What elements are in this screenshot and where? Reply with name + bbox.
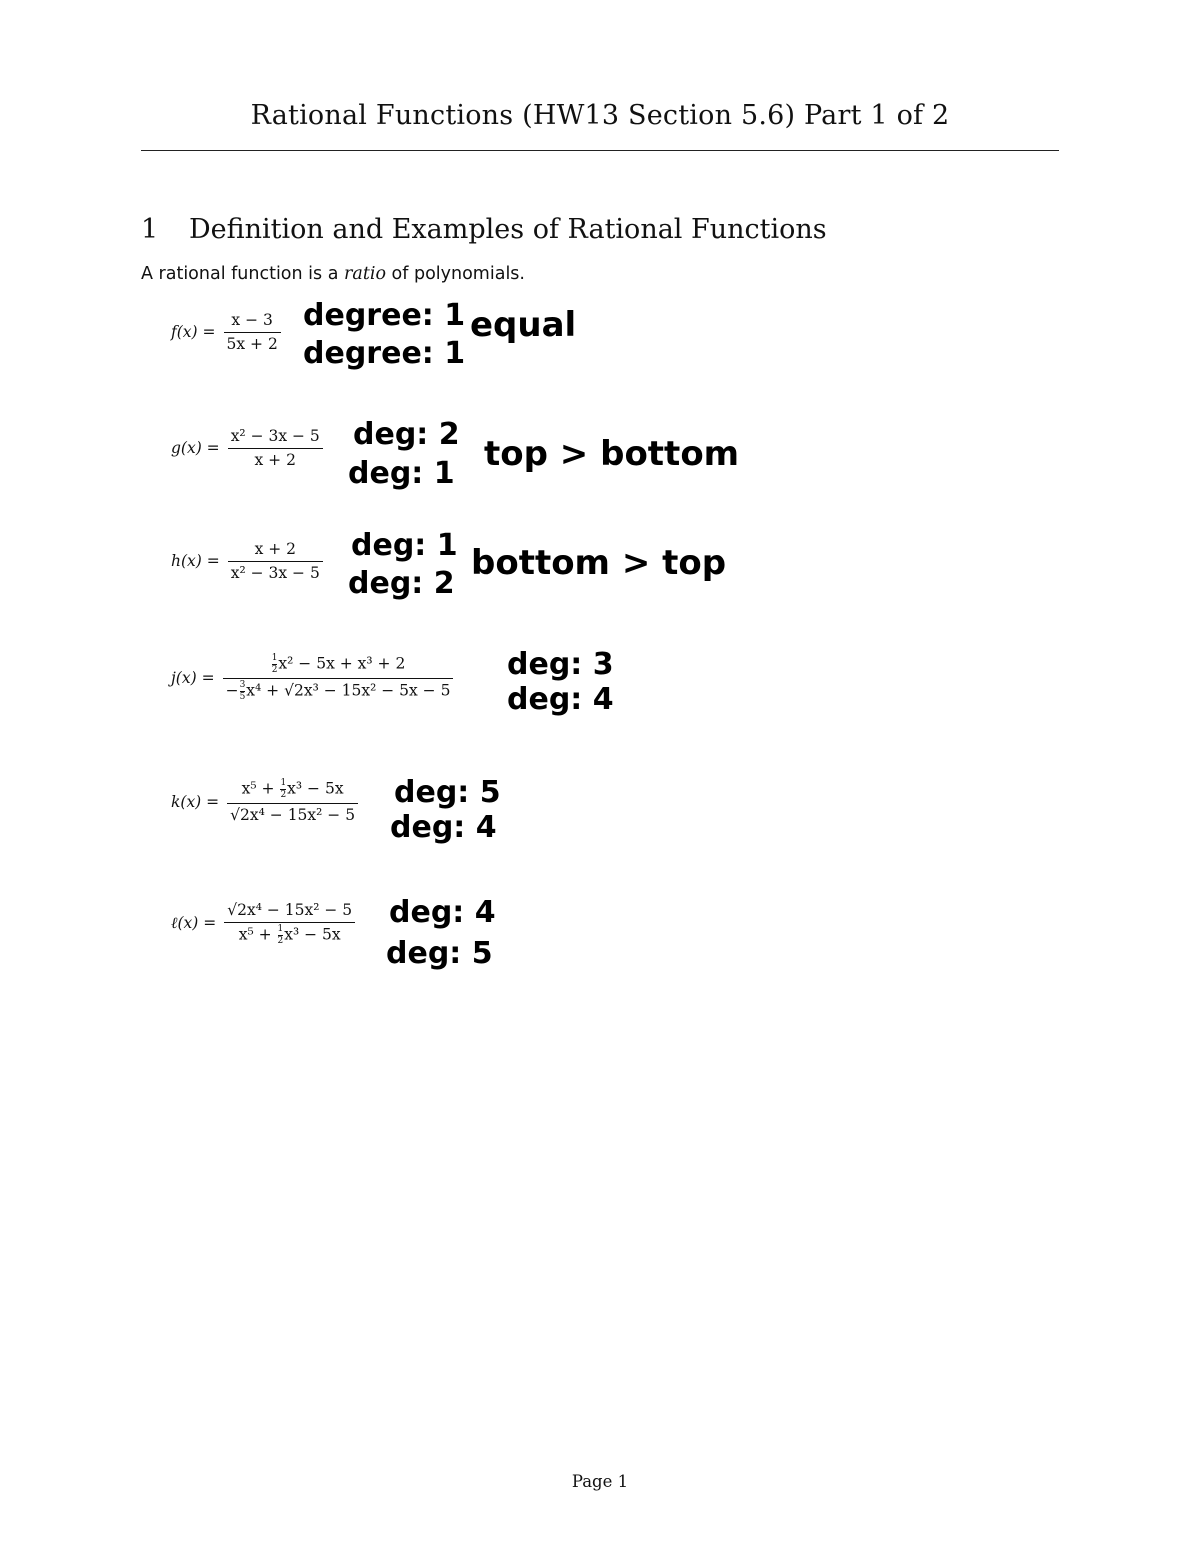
annotation-j-denominator-degree: deg: 4: [507, 682, 614, 717]
equation-j-denominator: − $\frac{3}{5}$ x⁴ + √2x³ − 15x² − 5x − 5: [225, 680, 451, 702]
section-title: Definition and Examples of Rational Functions: [189, 214, 827, 245]
annotation-l-denominator-degree: deg: 5: [386, 936, 493, 971]
equation-h-fraction: [228, 540, 323, 582]
equation-f-numerator: x − 3: [231, 311, 273, 329]
equation-g-numerator: x² − 3x − 5: [230, 427, 320, 445]
annotation-k-numerator-degree: deg: 5: [394, 775, 501, 810]
equation-j-den-coefficient: $\frac{3}{5}$: [239, 680, 246, 702]
annotation-g-numerator-degree: deg: 2: [353, 417, 460, 452]
equation-k: [171, 779, 358, 824]
equation-k-numerator: x⁵ + $\frac{1}{2}$ x³ − 5x: [241, 778, 344, 800]
equation-l-fraction: [224, 901, 355, 946]
equation-g-lhs: g(x) =: [171, 439, 220, 457]
annotation-l-numerator-degree: deg: 4: [389, 895, 496, 930]
page-number: Page 1: [571, 1472, 629, 1491]
equation-f: [171, 311, 281, 353]
page-title: Rational Functions (HW13 Section 5.6) Part 1 of 2: [250, 100, 950, 131]
equation-g-denominator: x + 2: [254, 451, 296, 469]
equation-j: [171, 654, 453, 702]
equation-j-lhs: j(x) =: [171, 669, 215, 687]
equation-f-denominator: 5x + 2: [226, 335, 278, 353]
equation-h-lhs: h(x) =: [171, 552, 220, 570]
intro-text: A rational function is a ratio of polynomials.: [141, 264, 525, 284]
equation-h: [171, 540, 323, 582]
annotation-k-denominator-degree: deg: 4: [390, 810, 497, 845]
annotation-h-denominator-degree: deg: 2: [348, 566, 455, 601]
equation-f-lhs: f(x) =: [171, 323, 216, 341]
annotation-g-comment: top > bottom: [484, 434, 740, 474]
annotation-j-numerator-degree: deg: 3: [507, 647, 614, 682]
annotation-f-denominator-degree: degree: 1: [303, 336, 466, 371]
annotation-g-denominator-degree: deg: 1: [348, 456, 455, 491]
equation-j-fraction: [223, 654, 454, 702]
equation-l-lhs: ℓ(x) =: [171, 914, 217, 932]
equation-l-den-coefficient: $\frac{1}{2}$: [277, 924, 284, 946]
annotation-f-numerator-degree: degree: 1: [303, 298, 466, 333]
equation-l-denominator: x⁵ + $\frac{1}{2}$ x³ − 5x: [238, 924, 341, 946]
equation-l: [171, 901, 355, 946]
equation-f-fraction: [224, 311, 281, 353]
title-divider: [141, 150, 1059, 151]
annotation-h-numerator-degree: deg: 1: [351, 528, 458, 563]
equation-g-fraction: [228, 427, 323, 469]
equation-l-numerator: √2x⁴ − 15x² − 5: [227, 901, 353, 919]
equation-k-num-coefficient: $\frac{1}{2}$: [280, 778, 287, 800]
equation-j-numerator: $\frac{1}{2}$ x² − 5x + x³ + 2: [271, 653, 406, 675]
equation-k-denominator: √2x⁴ − 15x² − 5: [230, 806, 356, 824]
equation-g: [171, 427, 323, 469]
equation-h-denominator: x² − 3x − 5: [230, 564, 320, 582]
annotation-h-comment: bottom > top: [471, 543, 727, 583]
section-heading: [141, 214, 827, 245]
section-number: 1: [141, 214, 159, 245]
annotation-f-comment: equal: [470, 305, 577, 345]
equation-k-lhs: k(x) =: [171, 792, 220, 811]
emphasis-ratio: ratio: [344, 264, 386, 284]
equation-j-num-coefficient: $\frac{1}{2}$: [271, 653, 278, 675]
equation-k-fraction: [227, 779, 358, 824]
equation-h-numerator: x + 2: [254, 540, 297, 558]
